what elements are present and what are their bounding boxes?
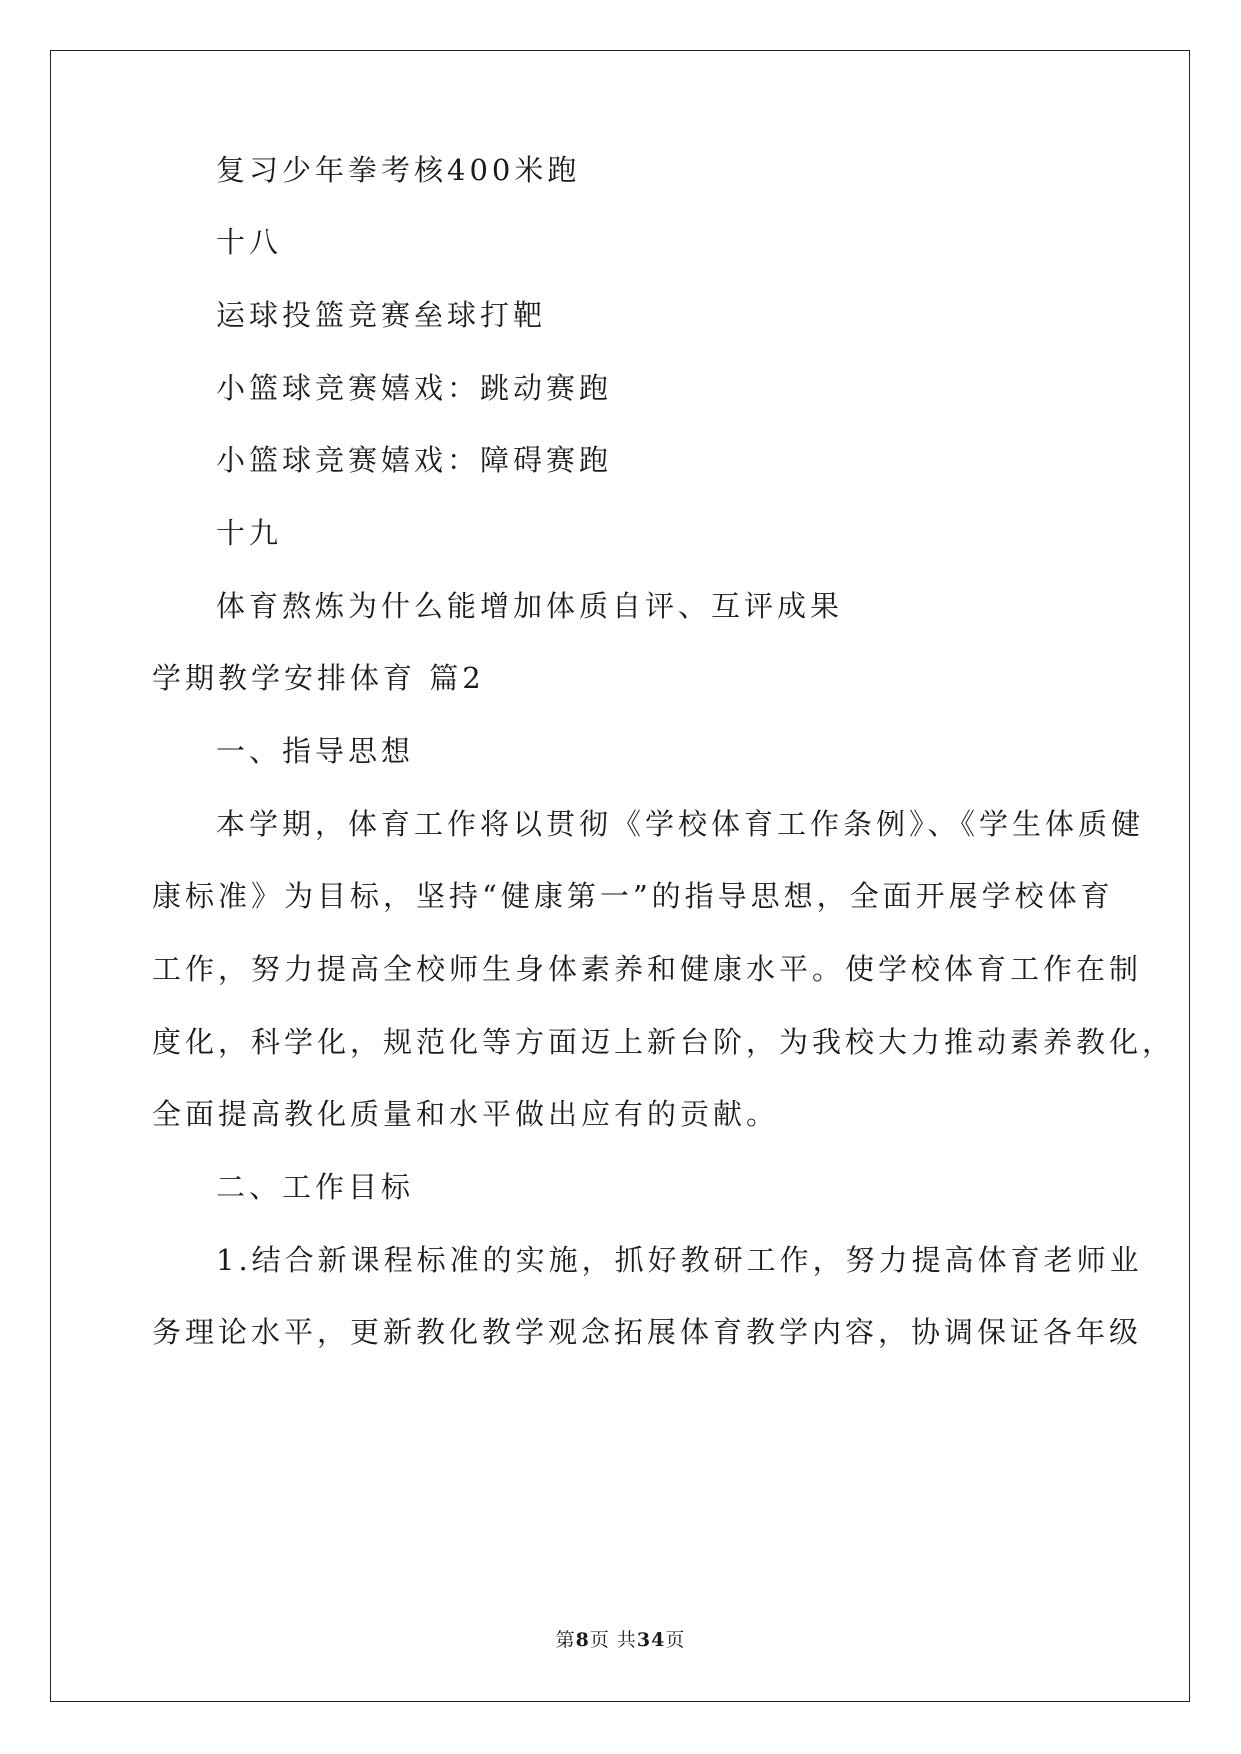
text-line: 小篮球竞赛嬉戏：跳动赛跑 bbox=[216, 371, 613, 405]
text-line: 十九 bbox=[216, 516, 283, 550]
text-line: 二、工作目标 bbox=[216, 1170, 415, 1204]
text-line: 运球投篮竞赛垒球打靶 bbox=[216, 298, 547, 332]
page-footer bbox=[0, 1625, 1241, 1652]
footer-middle: 页 共 bbox=[589, 1629, 637, 1651]
text-line: 本学期，体育工作将以贯彻《学校体育工作条例》、《学生体质健 bbox=[216, 807, 1145, 841]
text-line: 一、指导思想 bbox=[216, 734, 415, 768]
footer-total-pages: 34 bbox=[636, 1629, 666, 1651]
text-line: 十八 bbox=[216, 225, 283, 259]
text-line: 体育熬炼为什么能增加体质自评、互评成果 bbox=[216, 589, 844, 623]
text-line: 度化，科学化，规范化等方面迈上新台阶，为我校大力推动素养教化， bbox=[152, 1025, 1176, 1059]
footer-page-number: 8 bbox=[575, 1629, 590, 1651]
text-line: 学期教学安排体育 篇2 bbox=[152, 661, 485, 695]
text-line: 康标准》为目标，坚持“健康第一”的指导思想，全面开展学校体育 bbox=[152, 879, 1114, 913]
text-line: 1.结合新课程标准的实施，抓好教研工作，努力提高体育老师业 bbox=[216, 1243, 1143, 1277]
footer-prefix: 第 bbox=[555, 1629, 576, 1651]
text-line: 复习少年拳考核400米跑 bbox=[216, 153, 581, 187]
text-line: 小篮球竞赛嬉戏：障碍赛跑 bbox=[216, 443, 613, 477]
text-line: 全面提高教化质量和水平做出应有的贡献。 bbox=[152, 1097, 780, 1131]
footer-suffix: 页 bbox=[665, 1629, 686, 1651]
text-line: 工作，努力提高全校师生身体素养和健康水平。使学校体育工作在制 bbox=[152, 952, 1143, 986]
text-line: 务理论水平，更新教化教学观念拓展体育教学内容，协调保证各年级 bbox=[152, 1315, 1143, 1349]
